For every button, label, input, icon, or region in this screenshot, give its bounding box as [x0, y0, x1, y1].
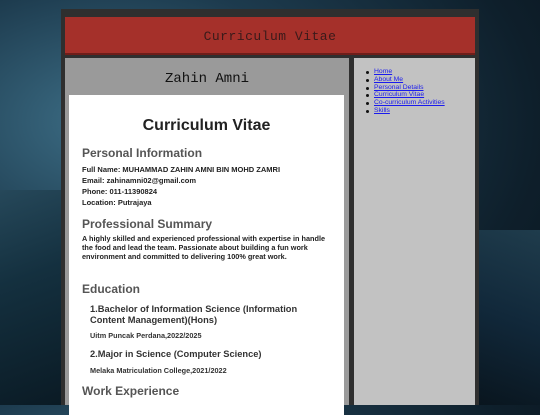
main-content	[65, 58, 349, 405]
phone-line: Phone: 011-11390824	[82, 187, 158, 196]
sidebar	[354, 58, 475, 405]
nav-link-co-curriculum[interactable]: Co-curriculum Activities	[374, 99, 445, 107]
nav-link-skills[interactable]: Skills	[374, 106, 390, 114]
bullet-icon	[366, 110, 369, 113]
profile-name: Zahin Amni	[164, 71, 249, 87]
education-item-2-detail: Melaka Matriculation College,2021/2022	[90, 366, 227, 375]
nav-item-cocurriculum	[366, 99, 445, 107]
full-name-line: Full Name: MUHAMMAD ZAHIN AMNI BIN MOHD ZAMRI	[82, 165, 281, 174]
nav-link-curriculum-vitae[interactable]: Curriculum Vitae	[374, 91, 425, 99]
nav-link-personal-details[interactable]: Personal Details	[374, 83, 424, 91]
cv-title: Curriculum Vitae	[142, 117, 271, 134]
education-item-1-detail: Uitm Puncak Perdana,2022/2025	[90, 331, 202, 340]
education-heading: Education	[82, 282, 141, 296]
personal-heading: Personal Information	[82, 146, 203, 160]
cv-card	[69, 95, 344, 415]
bullet-icon	[366, 71, 369, 74]
nav-link-about-me[interactable]: About Me	[374, 75, 404, 83]
education-item-1-title: 1.Bachelor of Information Science (Information Content Management)(Hons)	[90, 304, 298, 325]
nav-list	[366, 68, 445, 115]
bullet-icon	[366, 87, 369, 90]
nav-item-skills	[366, 107, 445, 115]
nav-link-home[interactable]: Home	[374, 68, 393, 75]
nav-item-cv	[366, 91, 445, 99]
header-title: Curriculum Vitae	[203, 29, 337, 44]
location-line: Location: Putrajaya	[82, 198, 152, 207]
summary-heading: Professional Summary	[82, 217, 213, 231]
email-line: Email: zahinamni02@gmail.com	[82, 176, 197, 185]
nav-item-home	[366, 68, 445, 76]
background-rock-left	[0, 190, 70, 405]
summary-text: A highly skilled and experienced professional with expertise in handle the food and lead the team. Passionate about building a fun work environment and committed to delivering 100% great work.	[82, 234, 326, 261]
background-rock-right	[475, 230, 540, 405]
bullet-icon	[366, 79, 369, 82]
experience-heading: Work Experience	[82, 384, 180, 398]
education-item-2-title: 2.Major in Science (Computer Science)	[90, 349, 262, 359]
nav-item-about	[366, 76, 445, 84]
bullet-icon	[366, 102, 369, 105]
bullet-icon	[366, 94, 369, 97]
nav-item-personal	[366, 84, 445, 92]
site-header	[65, 17, 475, 55]
